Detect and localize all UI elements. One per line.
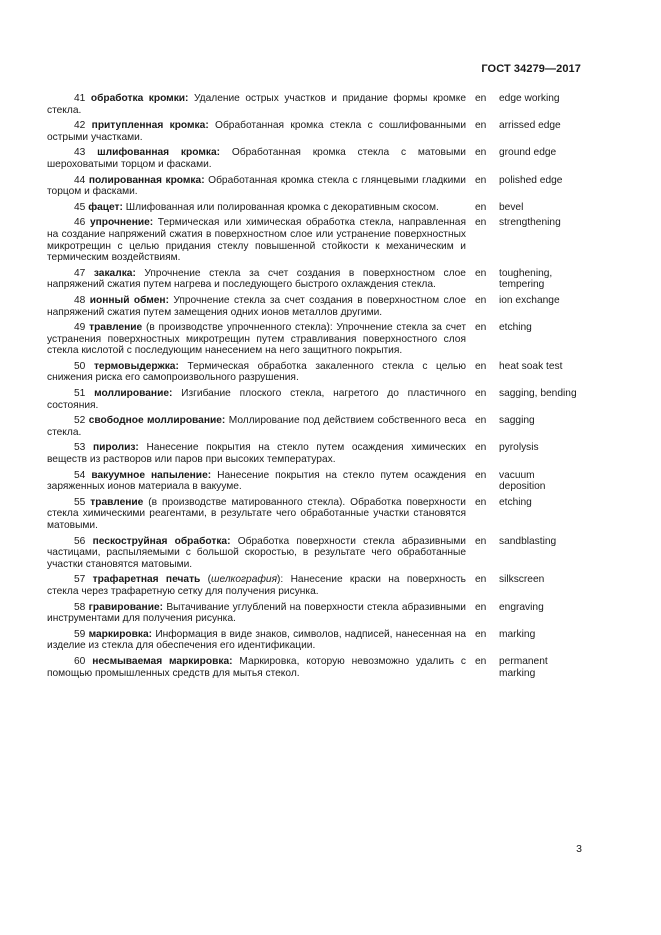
term-number: 42 — [74, 120, 86, 132]
language-code: en — [475, 294, 487, 306]
term-definition: Упрочнение стекла за счет создания в поверхностном слое напряжений сжатия путем нагрева и последующего быстрого охлаждения стекла. — [47, 267, 466, 291]
term-name: ионный обмен: — [89, 294, 169, 306]
term-entry — [47, 574, 587, 597]
term-number: 46 — [74, 217, 86, 229]
term-definition-block — [47, 322, 466, 357]
language-code: en — [475, 574, 487, 586]
term-entry — [47, 497, 587, 532]
term-number: 51 — [74, 388, 86, 400]
term-name: свободное моллирование: — [88, 415, 226, 427]
term-definition-block — [47, 295, 466, 318]
term-definition-block — [47, 656, 466, 679]
term-entry — [47, 322, 587, 357]
term-name: полированная кромка: — [88, 174, 205, 186]
language-code: en — [475, 415, 487, 427]
term-definition: (в производстве матированного стекла). Обработка поверхности стекла химическими реагентами, в результате чего обработанные участки становятся матовыми. — [47, 496, 466, 531]
english-equivalent: sagging, bending — [499, 388, 577, 400]
english-equivalent: pyrolysis — [499, 442, 539, 454]
language-code: en — [475, 120, 487, 132]
english-equivalent: vacuum deposition — [499, 469, 546, 493]
language-code: en — [475, 601, 487, 613]
term-definition-block: 57 трафаретная печать (шелкография): Нанесение краски на поверхность стекла через трафаретную сетку для получения рисунка. — [47, 574, 466, 597]
term-definition-block — [47, 147, 466, 170]
term-definition: Нанесение краски на поверхность стекла через трафаретную сетку для получения рисунка. — [47, 574, 466, 597]
term-definition-block — [47, 268, 466, 291]
term-number: 41 — [74, 93, 86, 104]
term-definition: Маркировка, которую невозможно удалить с помощью промышленных средств для мытья стекол. — [47, 655, 466, 679]
term-name: травление — [89, 322, 143, 334]
term-number: 57 — [74, 574, 86, 586]
language-code: en — [475, 93, 487, 104]
language-code: en — [475, 201, 487, 213]
english-equivalent: marking — [499, 628, 536, 640]
language-code: en — [475, 535, 487, 547]
term-number: 47 — [74, 267, 86, 279]
language-code: en — [475, 655, 487, 667]
term-entry — [47, 120, 587, 143]
term-definition-block — [47, 175, 466, 198]
term-name: закалка: — [93, 267, 136, 279]
english-equivalent: silkscreen — [499, 574, 545, 586]
term-definition: Удаление острых участков и придание формы кромке стекла. — [47, 93, 466, 116]
english-equivalent: bevel — [499, 201, 524, 213]
page-number: 3 — [576, 843, 582, 855]
term-number: 59 — [74, 628, 86, 640]
term-synonym: шелкография — [211, 574, 278, 586]
english-equivalent: toughening, tempering — [499, 267, 553, 291]
term-definition: Обработка поверхности стекла абразивными частицами, распыляемыми с большой скоростью, в результате чего обработанные участки становятся матовыми. — [47, 535, 466, 570]
term-name: упрочнение: — [89, 217, 154, 229]
terms-list — [47, 93, 587, 683]
term-number: 58 — [74, 601, 86, 613]
term-definition: Упрочнение стекла за счет создания в поверхностном слое напряжений сжатия путем замещения одних ионов металлов другими. — [47, 294, 466, 318]
term-number: 52 — [74, 415, 86, 427]
term-entry — [47, 147, 587, 170]
term-definition: Шлифованная или полированная кромка с декоративным скосом. — [125, 201, 439, 213]
language-code: en — [475, 217, 487, 229]
term-number: 60 — [74, 655, 86, 667]
term-number: 43 — [74, 147, 86, 159]
term-name: пиролиз: — [92, 442, 139, 454]
term-definition: Нанесение покрытия на стекло путем осаждения заряженных ионов материала в вакууме. — [47, 469, 466, 493]
english-equivalent: ion exchange — [499, 294, 560, 306]
term-definition-block — [47, 202, 466, 214]
term-definition-block — [47, 497, 466, 532]
term-name: притупленная кромка: — [91, 120, 209, 132]
term-name: шлифованная кромка: — [97, 147, 221, 159]
term-number: 45 — [74, 201, 86, 213]
term-entry — [47, 268, 587, 291]
term-definition: Вытачивание углублений на поверхности стекла абразивными инструментами для получения рисунка. — [47, 601, 466, 625]
english-equivalent: ground edge — [499, 147, 557, 159]
term-number: 56 — [74, 535, 86, 547]
term-number: 44 — [74, 174, 86, 186]
term-definition: Нанесение покрытия на стекло путем осаждения химических веществ из растворов или паров при высоких температурах. — [47, 442, 466, 466]
english-equivalent: strengthening — [499, 217, 561, 229]
term-number: 53 — [74, 442, 86, 454]
language-code: en — [475, 322, 487, 334]
term-definition-block — [47, 361, 466, 384]
language-code: en — [475, 267, 487, 279]
language-code: en — [475, 469, 487, 481]
term-number: 55 — [74, 496, 86, 508]
term-name: несмываемая маркировка: — [92, 655, 233, 667]
language-code: en — [475, 442, 487, 454]
term-name: маркировка: — [88, 628, 153, 640]
term-number: 54 — [74, 469, 86, 481]
term-definition-block — [47, 93, 466, 116]
term-entry — [47, 536, 587, 571]
term-name: термовыдержка: — [93, 360, 179, 372]
term-entry — [47, 602, 587, 625]
term-definition-block — [47, 415, 466, 438]
term-name: обработка кромки: — [90, 93, 189, 104]
term-definition-block — [47, 388, 466, 411]
term-definition-block — [47, 120, 466, 143]
term-number: 48 — [74, 294, 86, 306]
term-definition: Обработанная кромка стекла с глянцевыми гладкими торцом и фасками. — [47, 174, 466, 198]
term-definition: (в производстве упрочненного стекла): Упрочнение стекла за счет устранения поверхностных микротрещин путем стравливания поверхностного слоя стекла кислотой с последующим нанесением на него защитного покрытия. — [47, 322, 466, 357]
term-entry — [47, 656, 587, 679]
term-entry — [47, 175, 587, 198]
term-definition-block — [47, 470, 466, 493]
term-entry — [47, 93, 587, 116]
term-name: трафаретная печать — [92, 574, 201, 586]
term-entry — [47, 202, 587, 214]
term-definition: Моллирование под действием собственного веса стекла. — [47, 415, 466, 438]
english-equivalent: arrissed edge — [499, 120, 561, 132]
english-equivalent: etching — [499, 496, 532, 508]
english-equivalent: polished edge — [499, 174, 563, 186]
term-definition-block — [47, 536, 466, 571]
language-code: en — [475, 388, 487, 400]
term-entry — [47, 442, 587, 465]
term-definition: Изгибание плоского стекла, нагретого до пластичного состояния. — [47, 388, 466, 411]
term-name: моллирование: — [94, 388, 173, 400]
term-definition: Термическая обработка закаленного стекла с целью снижения риска его самопроизвольного разрушения. — [47, 360, 466, 384]
term-entry — [47, 217, 587, 263]
english-equivalent: edge working — [499, 93, 560, 104]
term-definition-block — [47, 629, 466, 652]
term-entry — [47, 470, 587, 493]
term-entry — [47, 415, 587, 438]
term-definition: Термическая или химическая обработка стекла, направленная на создание напряжений сжатия в поверхностном слое или устранение поверхностных микротрещин с целью придания стеклу повышенной стойкости к механическим и термическим воздействиям. — [47, 217, 466, 264]
term-name: вакуумное напыление: — [91, 469, 212, 481]
term-entry — [47, 295, 587, 318]
language-code: en — [475, 147, 487, 159]
term-entry — [47, 629, 587, 652]
term-number: 49 — [74, 322, 86, 334]
english-equivalent: sandblasting — [499, 535, 557, 547]
term-name: гравирование: — [88, 601, 164, 613]
language-code: en — [475, 628, 487, 640]
language-code: en — [475, 360, 487, 372]
english-equivalent: permanent marking — [499, 655, 548, 679]
english-equivalent: etching — [499, 322, 532, 334]
term-name: травление — [90, 496, 144, 508]
term-definition-block — [47, 602, 466, 625]
term-entry — [47, 361, 587, 384]
language-code: en — [475, 174, 487, 186]
term-name: фацет: — [88, 201, 123, 213]
english-equivalent: sagging — [499, 415, 535, 427]
term-definition: Информация в виде знаков, символов, надписей, нанесенная на изделие из стекла для обеспечения его идентификации. — [47, 628, 466, 652]
term-number: 50 — [74, 360, 86, 372]
language-code: en — [475, 496, 487, 508]
term-definition-block — [47, 217, 466, 263]
english-equivalent: heat soak test — [499, 360, 563, 372]
document-id: ГОСТ 34279—2017 — [481, 63, 581, 75]
term-definition: Обработанная кромка стекла с сошлифованными острыми участками. — [47, 120, 467, 143]
term-entry — [47, 388, 587, 411]
term-definition-block — [47, 442, 466, 465]
term-name: пескоструйная обработка: — [92, 535, 231, 547]
term-definition: Обработанная кромка стекла с матовыми шероховатыми торцом и фасками. — [47, 147, 466, 170]
english-equivalent: engraving — [499, 601, 544, 613]
